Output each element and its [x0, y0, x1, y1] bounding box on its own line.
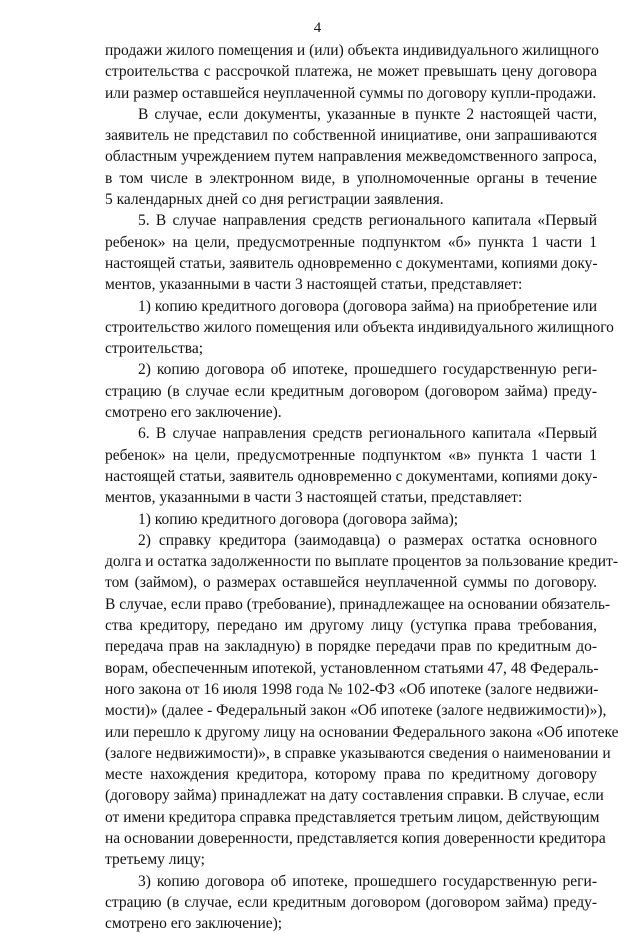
text-line: ментов, указанными в части 3 настоящей статьи, представляет:	[105, 276, 523, 294]
text-line: ства кредитору, передано им другому лицу (уступка права требования,	[105, 617, 597, 635]
text-line: ворам, обеспеченным ипотекой, установленном статьями 47, 48 Федераль-	[105, 659, 599, 677]
text-line: или размер оставшейся неуплаченной суммы по договору купли-продажи.	[105, 84, 597, 102]
text-line: мости)» (далее - Федеральный закон «Об ипотеке (залоге недвижимости)»),	[105, 702, 607, 720]
text-line: ребенок» на цели, предусмотренные подпунктом «б» пункта 1 части 1	[105, 233, 597, 251]
text-line: ребенок» на цели, предусмотренные подпунктом «в» пункта 1 части 1	[105, 446, 597, 464]
text-line: продажи жилого помещения и (или) объекта индивидуального жилищного	[105, 42, 599, 59]
text-line: 5 календарных дней со дня регистрации заявления.	[105, 191, 444, 209]
text-line: 6. В случае направления средств регионального капитала «Первый	[138, 425, 597, 443]
text-line: строительства с рассрочкой платежа, не может превышать цену договора	[105, 63, 597, 81]
text-line: строительство жилого помещения или объекта индивидуального жилищного	[105, 318, 614, 336]
text-line: долга и остатка задолженности по выплате процентов за пользование кредит-	[105, 553, 619, 571]
text-line: страцию (в случае если кредитным договором (договором займа) преду-	[105, 382, 597, 400]
text-line: 3) копию договора об ипотеке, прошедшего государственную реги-	[138, 872, 597, 890]
text-line: строительства;	[105, 340, 204, 358]
text-line: ментов, указанными в части 3 настоящей статьи, представляет:	[105, 489, 523, 507]
text-line: ного закона от 16 июля 1998 года № 102-ФЗ «Об ипотеке (залоге недвижи-	[105, 680, 599, 698]
text-line: настоящей статьи, заявитель одновременно с документами, копиями доку-	[105, 254, 598, 272]
text-line: В случае, если документы, указанные в пункте 2 настоящей части,	[138, 105, 597, 123]
text-line: от имени кредитора справка представляется третьим лицом, действующим	[105, 808, 600, 826]
text-line: страцию (в случае, если кредитным договором (договором займа) преду-	[105, 893, 597, 911]
text-line: третьему лицу;	[105, 851, 205, 869]
text-line: (договору займа) принадлежат на дату составления справки. В случае, если	[105, 787, 604, 805]
text-line: 1) копию кредитного договора (договора займа);	[138, 510, 459, 528]
text-line: 2) копию договора об ипотеке, прошедшего государственную реги-	[138, 361, 597, 379]
text-line: передача прав на закладную) в порядке передачи прав по кредитным до-	[105, 638, 597, 656]
text-line: (залоге недвижимости)», в справке указываются сведения о наименовании и	[105, 744, 611, 762]
text-line: смотрено его заключение).	[105, 404, 282, 422]
text-line: месте нахождения кредитора, которому права по кредитному договору	[105, 766, 597, 784]
text-line: настоящей статьи, заявитель одновременно с документами, копиями доку-	[105, 467, 598, 485]
text-line: областным учреждением путем направления межведомственного запроса,	[105, 148, 597, 166]
text-line: на основании доверенности, представляется копия доверенности кредитора	[105, 829, 606, 847]
text-line: В случае, если право (требование), принадлежащее на основании обязатель-	[105, 595, 611, 613]
text-line: 2) справку кредитора (заимодавца) о размерах остатка основного	[138, 531, 597, 549]
text-line: заявитель не представил по собственной инициативе, они запрашиваются	[105, 127, 597, 145]
text-line: в том числе в электронном виде, в уполномоченные органы в течение	[105, 169, 597, 187]
text-line: 1) копию кредитного договора (договора займа) на приобретение или	[138, 297, 597, 315]
text-line: 5. В случае направления средств регионального капитала «Первый	[138, 212, 597, 230]
text-line: или перешло к другому лицу на основании Федерального закона «Об ипотеке	[105, 723, 619, 741]
text-line: смотрено его заключение);	[105, 915, 283, 933]
document-body	[105, 40, 619, 934]
text-line: том (займом), о размерах оставшейся неуплаченной суммы по договору.	[105, 574, 597, 592]
page-number: 4	[313, 20, 322, 36]
